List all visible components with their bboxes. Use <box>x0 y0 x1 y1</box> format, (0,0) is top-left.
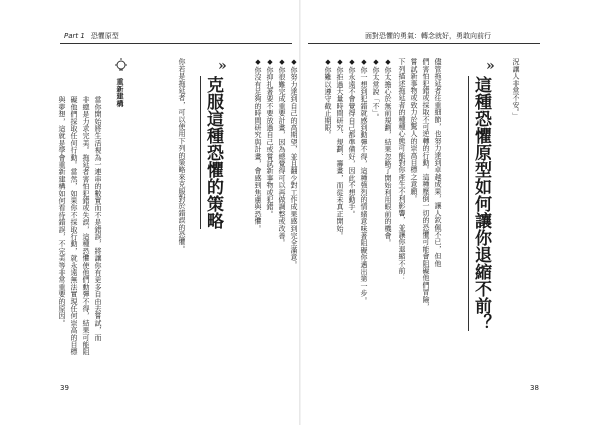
list-item: ◆你沒有足夠的時間研究與計畫，會感到焦慮與恐懼。 <box>254 58 262 232</box>
right-bullet-list <box>322 58 394 304</box>
section-title: 重新建構 <box>116 78 125 107</box>
right-top-text: 況讓人非常不安。」 <box>512 58 520 120</box>
list-item: ◆你永遠不會覺得自己都準備好，因此不想動手。 <box>348 58 356 218</box>
part-label: Part 1 <box>64 32 85 40</box>
left-bullet-list <box>252 58 300 358</box>
list-item: ◆你抑扎著要不要放過自己或嘗試新事物或犯錯。 <box>266 58 274 218</box>
right-page-number: 38 <box>530 384 539 392</box>
right-body-text: 儘管拖延者往重細節，也努力達到卓越成果，讓人欽佩不已，但他 們害怕犯錯或採取不可逆轉的行動。這種壓倒一切的恐懼可能會阻礙他們冒險， 嘗試新事物或致力於驚人的崇高目標之意願。 下列描述拖延者的種種心態可能對你產生不利影響，並讓你退縮不前： <box>398 58 442 310</box>
list-item: ◆你很難完成重要計畫，因為總覺得可以再做調整或改善。 <box>278 58 286 247</box>
list-item: ◆你太常說「不」。 <box>372 58 380 121</box>
right-running-header: 面對恐懼的勇氣：轉念就好，勇敢向前行 <box>365 32 491 40</box>
left-running-header <box>64 31 119 41</box>
list-item: ◆你太擔心於無前規劃，結果忽略了開始利用眼前的機會。 <box>384 58 392 247</box>
list-item: ◆你一想到犯錯就感到動彈不得，這種強烈的情緒意味著阻礙你邁出第一步。 <box>360 58 368 304</box>
left-header-rule <box>60 43 292 44</box>
list-item: ◆你努力達到自己的高期望，並且翻少對工作成果感到完全滿意。 <box>290 58 298 268</box>
left-page-number: 39 <box>60 384 69 392</box>
lightbulb-icon <box>114 58 128 74</box>
chevron-icon: » <box>486 58 495 74</box>
left-section-body: 當你開始將生活視為一連串的數實而不是錯誤，將讓你有更多自由去嘗試，而 非總是力求完美。拖延者害怕犯錯或失誤，這種恐懼使他們動彈不得，結果可能阻 礙他們採取任何行動。當然，如果你不採取行動，就永遠無法實現任何崇高的目標 與夢想，這就是學會重新建構如何看待錯誤，不完美等非常重要的原因。 <box>58 96 102 356</box>
list-item: ◆你難以遵守截止期限。 <box>324 58 332 139</box>
right-header-rule <box>308 43 540 44</box>
right-section-heading: 這種恐懼原型如何讓你退縮不前？ <box>468 76 491 331</box>
part-title: 恐懼原型 <box>90 32 119 40</box>
chevron-icon: » <box>218 58 227 74</box>
left-intro-text: 你若是拖延者，可以使用下列的策略來克服對於錯誤的恐懼。 <box>178 58 186 253</box>
list-item: ◆你拒過大量時間研究、規劃、籌畫，而從未真正開始。 <box>336 58 344 240</box>
left-section-heading: 克服這種恐懼的策略 <box>200 76 223 229</box>
